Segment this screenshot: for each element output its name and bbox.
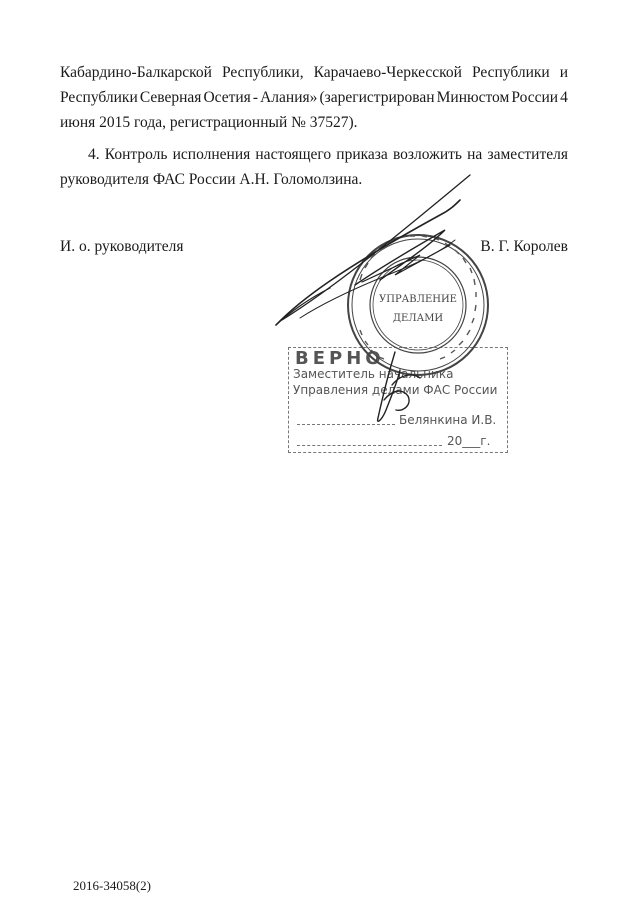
word: Кабардино-Балкарской	[60, 64, 212, 81]
stamp-title-line-1: Заместитель начальника	[293, 367, 454, 381]
seal-text-1: УПРАВЛЕНИЕ	[379, 294, 457, 305]
certification-stamp	[288, 347, 508, 453]
signatory-position: И. о. руководителя	[60, 238, 184, 255]
stamp-verno: ВЕРНО	[295, 348, 385, 369]
signature-row	[60, 238, 568, 256]
word: заместителя	[487, 146, 568, 163]
word: Осетия	[203, 89, 251, 106]
word: настоящего	[255, 146, 332, 163]
word: Карачаево-Черкесской	[313, 64, 462, 81]
paragraph-continued	[60, 60, 568, 135]
word: Минюстом	[436, 89, 510, 106]
seal-text-2: ДЕЛАМИ	[392, 313, 444, 324]
paragraph-4-line-2: руководителя ФАС России А.Н. Голомолзина.	[60, 171, 363, 188]
stamp-signer: Белянкина И.В.	[399, 413, 497, 427]
word: на	[467, 146, 483, 163]
document-number: 2016-34058(2)	[73, 878, 151, 893]
stamp-title-line-2: Управления делами ФАС России	[293, 383, 498, 397]
signatory-name: В. Г. Королев	[480, 238, 568, 255]
paragraph-4	[60, 142, 568, 192]
word: 4	[560, 89, 568, 106]
word: исполнения	[172, 146, 251, 163]
paragraph-4-line-1	[60, 142, 568, 167]
paragraph-line-3: июня 2015 года, регистрационный № 37527).	[60, 114, 358, 131]
word: Алания»	[260, 89, 318, 106]
word: Республики	[60, 89, 138, 106]
stamp-signature-line	[297, 424, 395, 425]
word: приказа	[336, 146, 388, 163]
word: -	[252, 89, 259, 106]
word: и	[559, 64, 568, 81]
stamp-date: 20___г.	[447, 434, 491, 448]
word: (зарегистрирован	[319, 89, 435, 106]
word: Северная	[139, 89, 202, 106]
word: России	[511, 89, 559, 106]
paragraph-line-1	[60, 60, 568, 85]
word: Республики,	[221, 64, 304, 81]
paragraph-line-2	[60, 85, 568, 110]
word: Республики	[471, 64, 550, 81]
word: возложить	[392, 146, 462, 163]
word: Контроль	[104, 146, 168, 163]
word: 4.	[88, 146, 100, 163]
stamp-date-line	[297, 445, 442, 446]
